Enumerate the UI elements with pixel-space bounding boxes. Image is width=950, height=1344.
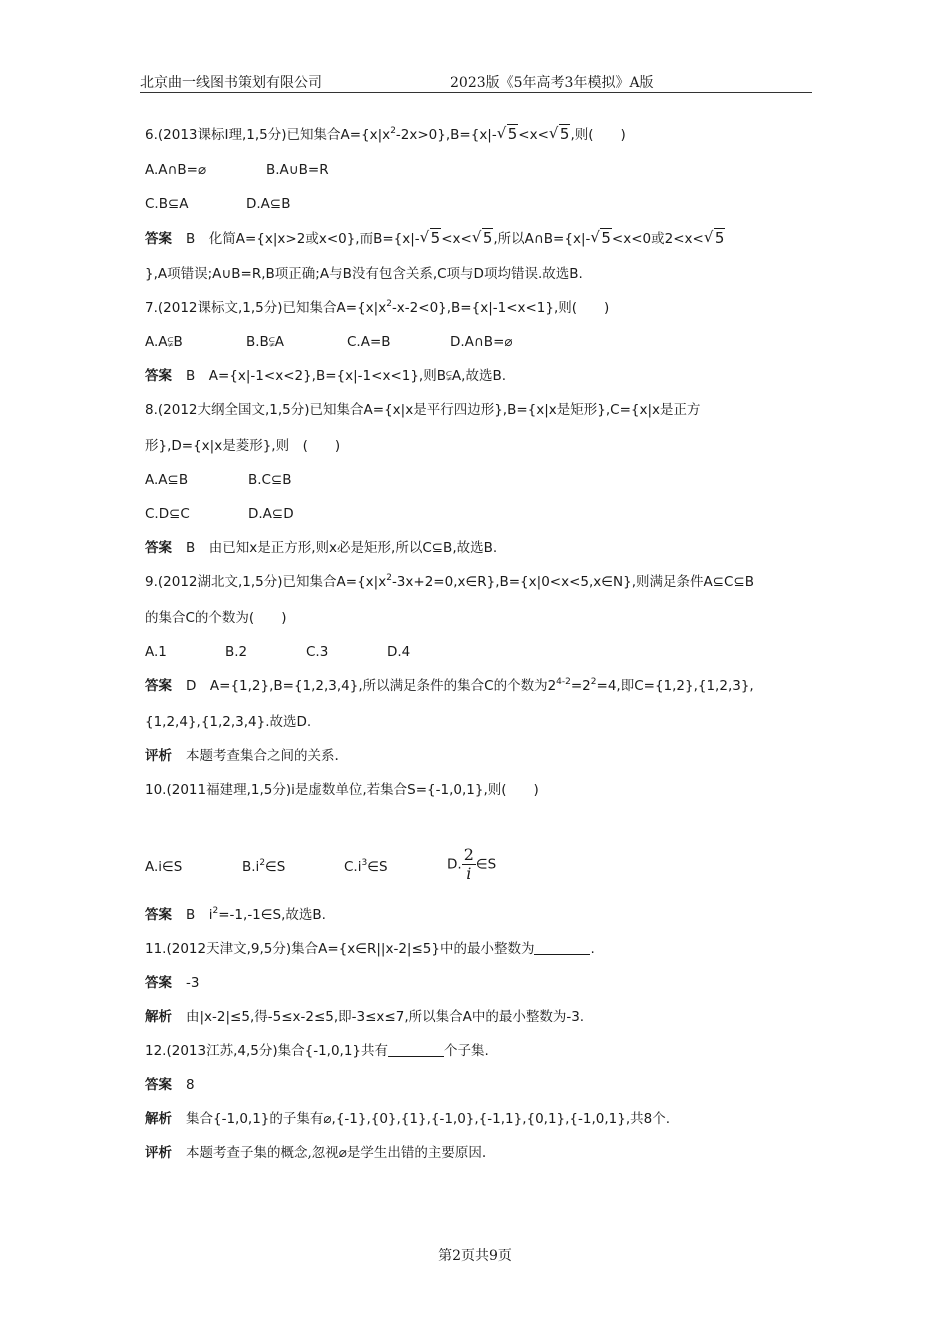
q10-option-c: $C.i^3\in S$ bbox=[344, 858, 388, 875]
header-book-title: 2023版《5年高考3年模拟》A版 bbox=[450, 75, 654, 91]
q12-stem: 12.(2013江苏,4,5分)集合{-1,0,1}共有 个子集. bbox=[145, 1043, 489, 1059]
q6-answer-cont: },A项错误;A∪B=R,B项正确;A与B没有包含关系,C项与D项均错误.故选B. bbox=[145, 266, 583, 282]
q7-answer: 答案 B A={x|-1<x<2},B={x|-1<x<1},则B⫋A,故选B. bbox=[145, 368, 506, 384]
q10-option-a: A.i∈S bbox=[145, 859, 183, 875]
q7-option-d: D.A∩B=⌀ bbox=[450, 334, 513, 350]
answer-blank bbox=[388, 1042, 444, 1057]
q7-option-b: B.B⫋A bbox=[246, 334, 284, 350]
q9-review: 评析 本题考查集合之间的关系. bbox=[145, 748, 339, 764]
q8-stem-cont: 形},D={x|x是菱形},则 ( ) bbox=[145, 438, 341, 454]
q11-answer: 答案 -3 bbox=[145, 975, 200, 991]
q9-answer-cont: {1,2,4},{1,2,3,4}.故选D. bbox=[145, 714, 312, 730]
q9-option-b: B.2 bbox=[225, 644, 248, 660]
q9-answer: 答案 D A={1,2},B={1,2,3,4},所以满足条件的集合C的个数为$2^{4-2}=2^2=4$,即C={1,2},{1,2,3}, bbox=[145, 677, 754, 694]
q9-option-a: A.1 bbox=[145, 644, 167, 660]
q7-stem: 7.(2012课标文,1,5分)已知集合$A=\{x|x^2-x-2<0\},B=\{x|-1<x<1\}$,则( ) bbox=[145, 299, 610, 316]
q12-review: 评析 本题考查子集的概念,忽视⌀是学生出错的主要原因. bbox=[145, 1145, 487, 1161]
answer-blank bbox=[534, 940, 590, 955]
q12-solution: 解析 集合{-1,0,1}的子集有⌀,{-1},{0},{1},{-1,0},{-1,1},{0,1},{-1,0,1},共8个. bbox=[145, 1111, 670, 1127]
q6-option-a: A.A∩B=⌀ bbox=[145, 162, 207, 178]
q8-option-a: A.A⊆B bbox=[145, 472, 189, 488]
q6-answer: 答案 B 化简A={x|x>2或x<0},而B={x|-√ 5<x<√ 5,所以A∩B={x|-√ 5<x<0或2<x<√ 5 bbox=[145, 228, 725, 249]
q10-option-b: $B.i^2\in S$ bbox=[242, 858, 286, 875]
q10-option-d: D. $\frac{2}{i}$ ∈S bbox=[447, 845, 497, 883]
q8-option-b: B.C⊆B bbox=[248, 472, 292, 488]
q6-stem: 6.(2013课标Ⅰ理,1,5分)已知集合$A=\{x|x^2-2x>0\},B=\{x|-√$ 5<x<√ 5,则( ) bbox=[145, 124, 626, 145]
q8-option-d: D.A⊆D bbox=[248, 506, 294, 522]
fraction-2-over-i: $\frac{2}{i}$ bbox=[463, 845, 474, 883]
q6-option-d: D.A⊆B bbox=[246, 196, 291, 212]
q9-stem-cont: 的集合C的个数为( ) bbox=[145, 610, 287, 626]
q8-stem: 8.(2012大纲全国文,1,5分)已知集合A={x|x是平行四边形},B={x|x是矩形},C={x|x是正方 bbox=[145, 402, 701, 418]
q11-solution: 解析 由|x-2|≤5,得-5≤x-2≤5,即-3≤x≤7,所以集合A中的最小整数为-3. bbox=[145, 1009, 585, 1025]
q7-option-c: C.A=B bbox=[347, 334, 391, 350]
q9-option-c: C.3 bbox=[306, 644, 329, 660]
sqrt-5: √ 5 bbox=[549, 124, 571, 145]
q11-stem: 11.(2012天津文,9,5分)集合A={x∈R||x-2|≤5}中的最小整数为 . bbox=[145, 941, 595, 957]
header-publisher: 北京曲一线图书策划有限公司 bbox=[140, 75, 322, 91]
q10-answer: 答案 B $i^2=-1,-1\in S$,故选B. bbox=[145, 906, 326, 923]
q9-stem: 9.(2012湖北文,1,5分)已知集合$A=\{x|x^2-3x+2=0,x\in R\},B=\{x|0<x<5,x\in N\}$,则满足条件A⊆C⊆B bbox=[145, 573, 755, 590]
sqrt-5: √ 5 bbox=[497, 124, 519, 145]
q12-answer: 答案 8 bbox=[145, 1077, 195, 1093]
q8-option-c: C.D⊆C bbox=[145, 506, 190, 522]
q6-option-b: B.A∪B=R bbox=[266, 162, 329, 178]
q8-answer: 答案 B 由已知x是正方形,则x必是矩形,所以C⊆B,故选B. bbox=[145, 540, 498, 556]
q10-stem: 10.(2011福建理,1,5分)i是虚数单位,若集合S={-1,0,1},则( ) bbox=[145, 782, 539, 798]
q7-option-a: A.A⫋B bbox=[145, 334, 183, 350]
q9-option-d: D.4 bbox=[387, 644, 411, 660]
page-footer: 第2页共9页 bbox=[438, 1248, 512, 1264]
page-header bbox=[140, 72, 812, 93]
q6-option-c: C.B⊆A bbox=[145, 196, 189, 212]
